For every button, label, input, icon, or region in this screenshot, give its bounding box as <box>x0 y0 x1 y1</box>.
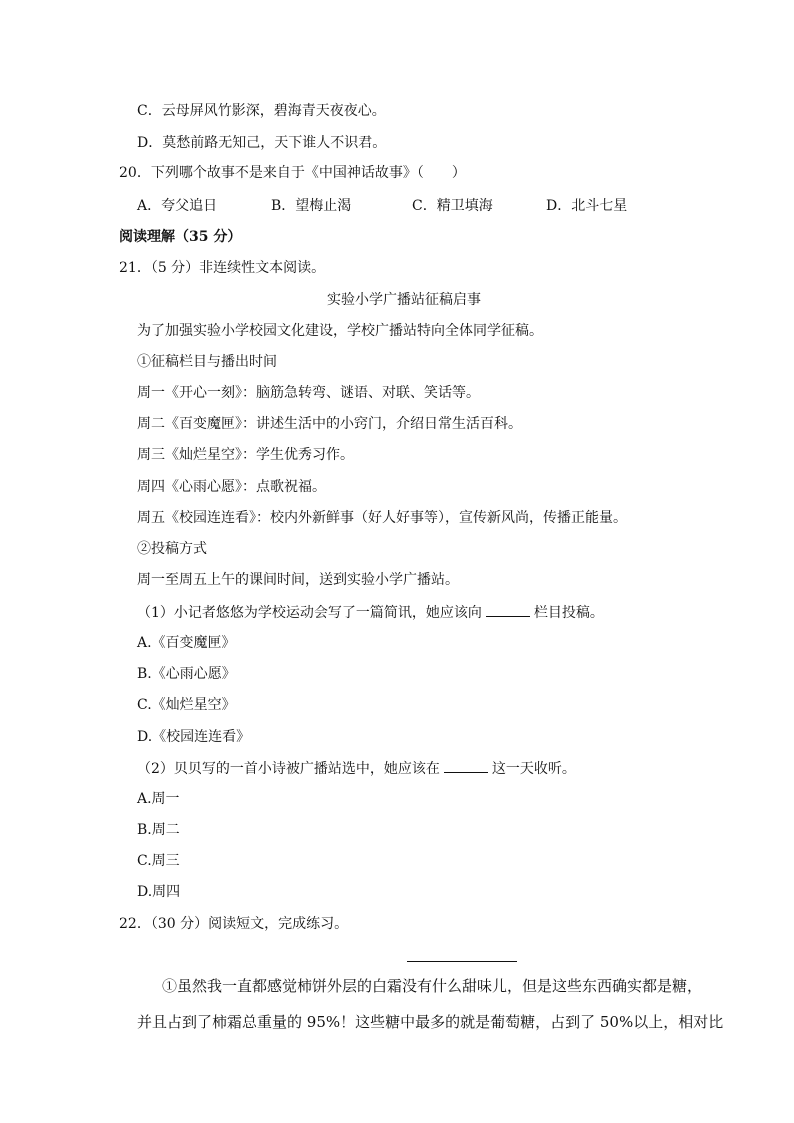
sub1-answer-blank[interactable] <box>486 602 530 617</box>
sub1-stem-before: （1）小记者悠悠为学校运动会写了一篇简讯，她应该向 <box>137 605 482 621</box>
schedule-wednesday: 周三《灿烂星空》：学生优秀习作。 <box>137 447 354 463</box>
sub2-option-a: A.周一 <box>137 791 180 807</box>
section-heading: 阅读理解（35 分） <box>119 229 242 245</box>
q20-option-b: B．望梅止渴 <box>271 198 352 214</box>
sub1-option-b: B.《心雨心愿》 <box>137 666 236 682</box>
sub2-option-d: D.周四 <box>137 884 181 900</box>
passage-para1-line1: ①虽然我一直都感觉柿饼外层的白霜没有什么甜味儿，但是这些东西确实都是糖， <box>162 977 703 995</box>
part1-heading: ①征稿栏目与播出时间 <box>137 354 277 370</box>
notice-intro: 为了加强实验小学校园文化建设，学校广播站特向全体同学征稿。 <box>137 323 543 339</box>
sub2-stem-after: 这一天收听。 <box>491 761 576 777</box>
schedule-monday: 周一《开心一刻》：脑筋急转弯、谜语、对联、笑话等。 <box>137 385 480 401</box>
q19-option-c: C．云母屏风竹影深，碧海青天夜夜心。 <box>137 103 386 119</box>
sub1-option-c: C.《灿烂星空》 <box>137 697 236 713</box>
submit-method: 周一至周五上午的课间时间，送到实验小学广播站。 <box>137 572 459 588</box>
q21-stem: 21．（5 分）非连续性文本阅读。 <box>119 260 326 276</box>
schedule-thursday: 周四《心雨心愿》：点歌祝福。 <box>137 479 326 495</box>
q22-stem: 22．（30 分）阅读短文，完成练习。 <box>119 916 349 932</box>
sub2-answer-blank[interactable] <box>444 758 488 773</box>
sub1-stem-after: 栏目投稿。 <box>533 605 604 621</box>
sub1-option-a: A.《百变魔匣》 <box>137 635 236 651</box>
sub1-option-d: D.《校园连连看》 <box>137 729 251 745</box>
q20-option-c: C．精卫填海 <box>412 198 493 214</box>
sub2-option-b: B.周二 <box>137 822 180 838</box>
sub2-stem-before: （2）贝贝写的一首小诗被广播站选中，她应该在 <box>137 761 440 777</box>
q20-stem: 20．下列哪个故事不是来自于《中国神话故事》（ ） <box>119 165 466 181</box>
sub2-option-c: C.周三 <box>137 853 180 869</box>
part2-heading: ②投稿方式 <box>137 541 207 557</box>
passage-title-blank[interactable] <box>407 961 517 962</box>
q20-option-d: D．北斗七星 <box>546 198 628 214</box>
notice-title: 实验小学广播站征稿启事 <box>327 292 481 308</box>
sub1-stem <box>137 602 604 623</box>
schedule-tuesday: 周二《百变魔匣》：讲述生活中的小窍门，介绍日常生活百科。 <box>137 416 522 432</box>
schedule-friday: 周五《校园连连看》：校内外新鲜事（好人好事等），宣传新风尚，传播正能量。 <box>137 510 627 526</box>
sub2-stem <box>137 758 576 779</box>
passage-para1-line2: 并且占到了柿霜总重量的 95%！这些糖中最多的就是葡萄糖，占到了 50%以上，相对比 <box>137 1013 724 1031</box>
q20-option-a: A．夸父追日 <box>137 198 218 214</box>
q19-option-d: D．莫愁前路无知己，天下谁人不识君。 <box>137 135 387 151</box>
